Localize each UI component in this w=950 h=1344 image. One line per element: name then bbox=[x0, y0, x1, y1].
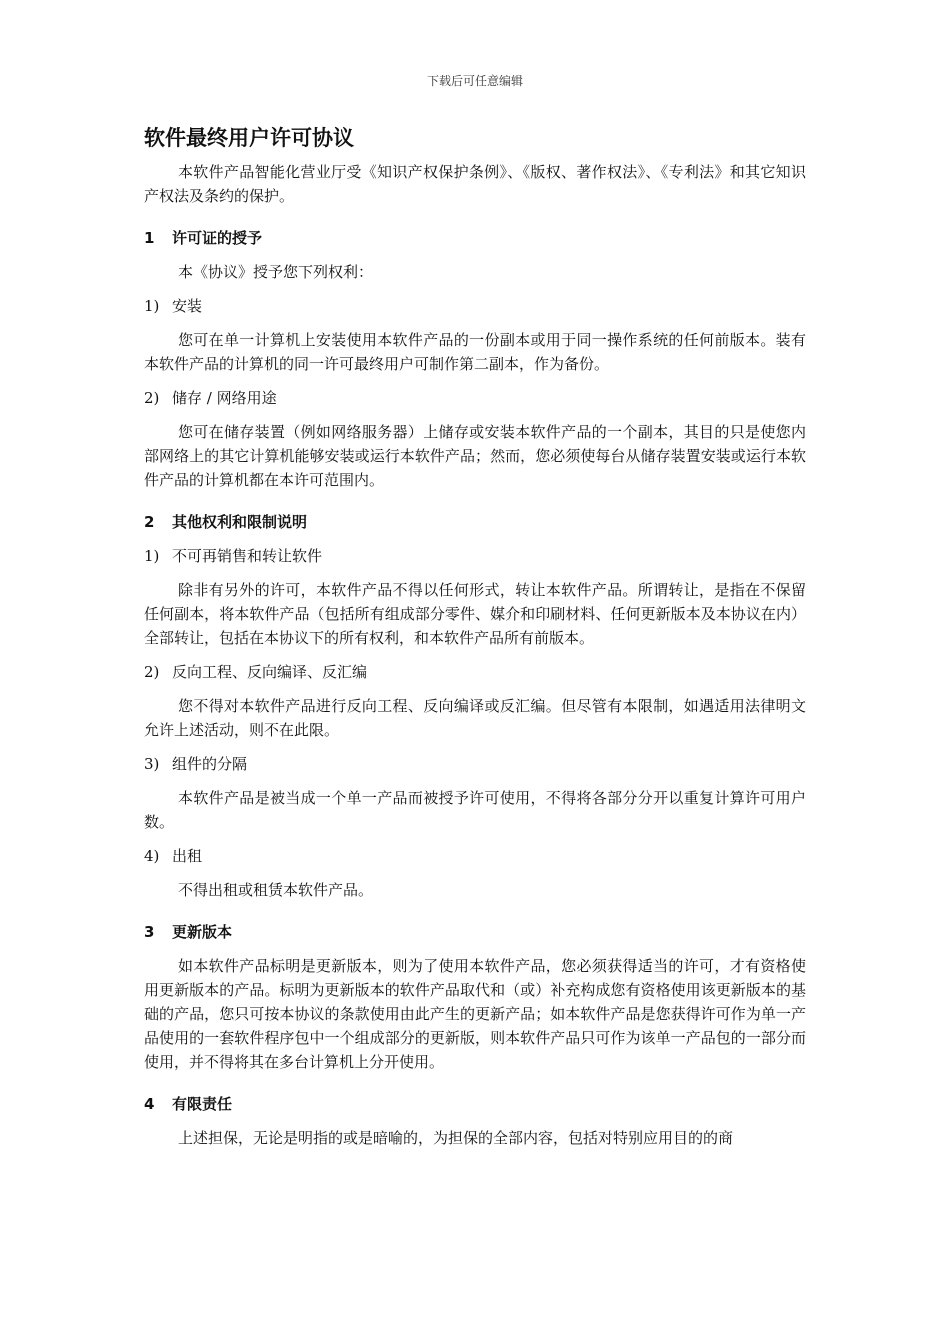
list-item-heading bbox=[144, 544, 806, 568]
section-number: 1 bbox=[144, 229, 155, 247]
item-number: 1) bbox=[144, 297, 160, 315]
item-number: 1) bbox=[144, 547, 160, 565]
item-paragraph: 本软件产品是被当成一个单一产品而被授予许可使用，不得将各部分分开以重复计算许可用户数。 bbox=[144, 789, 806, 831]
item-number: 2) bbox=[144, 389, 160, 407]
item-title: 组件的分隔 bbox=[172, 755, 248, 773]
section-heading-1 bbox=[144, 226, 806, 250]
page-header: 下载后可任意编辑 bbox=[426, 74, 523, 88]
section-heading-3 bbox=[144, 920, 806, 944]
item-title: 储存 / 网络用途 bbox=[172, 389, 277, 407]
list-item-heading bbox=[144, 294, 806, 318]
item-number: 4) bbox=[144, 847, 160, 865]
section-lead: 本《协议》授予您下列权利： bbox=[178, 263, 374, 281]
section-number: 3 bbox=[144, 923, 155, 941]
item-paragraph: 您可在储存装置（例如网络服务器）上储存或安装本软件产品的一个副本，其目的只是使您内部网络上的其它计算机能够安装或运行本软件产品；然而，您必须使每台从储存装置安装或运行本软件产品的计算机都在本许可范围内。 bbox=[144, 423, 806, 489]
section-title: 有限责任 bbox=[172, 1095, 233, 1113]
list-item-heading bbox=[144, 752, 806, 776]
item-paragraph: 除非有另外的许可，本软件产品不得以任何形式，转让本软件产品。所谓转让，是指在不保留任何副本，将本软件产品（包括所有组成部分零件、媒介和印刷材料、任何更新版本及本协议在内）全部转让，包括在本协议下的所有权利，和本软件产品所有前版本。 bbox=[144, 581, 806, 647]
section-number: 4 bbox=[144, 1095, 155, 1113]
document-body bbox=[144, 122, 806, 1160]
section-paragraph: 如本软件产品标明是更新版本，则为了使用本软件产品，您必须获得适当的许可，才有资格使用更新版本的产品。标明为更新版本的软件产品取代和（或）补充构成您有资格使用该更新版本的基础的产品，您只可按本协议的条款使用由此产生的更新产品；如本软件产品是您获得许可作为单一产品使用的一套软件程序包中一个组成部分的更新版，则本软件产品只可作为该单一产品包的一部分而使用，并不得将其在多台计算机上分开使用。 bbox=[144, 957, 806, 1071]
section-heading-2 bbox=[144, 510, 806, 534]
document-title: 软件最终用户许可协议 bbox=[144, 126, 354, 150]
item-title: 出租 bbox=[172, 847, 203, 865]
item-title: 不可再销售和转让软件 bbox=[172, 547, 323, 565]
item-paragraph: 您可在单一计算机上安装使用本软件产品的一份副本或用于同一操作系统的任何前版本。装有本软件产品的计算机的同一许可最终用户可制作第二副本，作为备份。 bbox=[144, 331, 806, 373]
list-item-heading bbox=[144, 386, 806, 410]
item-paragraph: 您不得对本软件产品进行反向工程、反向编译或反汇编。但尽管有本限制，如遇适用法律明文允许上述活动，则不在此限。 bbox=[144, 697, 806, 739]
item-title: 反向工程、反向编译、反汇编 bbox=[172, 663, 368, 681]
list-item-heading bbox=[144, 660, 806, 684]
section-paragraph: 上述担保，无论是明指的或是暗喻的，为担保的全部内容，包括对特别应用目的的商 bbox=[178, 1129, 734, 1147]
list-item-heading bbox=[144, 844, 806, 868]
item-title: 安装 bbox=[172, 297, 203, 315]
section-title: 更新版本 bbox=[172, 923, 233, 941]
intro-paragraph: 本软件产品智能化营业厅受《知识产权保护条例》、《版权、著作权法》、《专利法》和其它知识产权法及条约的保护。 bbox=[144, 163, 806, 205]
section-title: 其他权利和限制说明 bbox=[172, 513, 308, 531]
item-paragraph: 不得出租或租赁本软件产品。 bbox=[178, 881, 374, 899]
section-heading-4 bbox=[144, 1092, 806, 1116]
section-number: 2 bbox=[144, 513, 155, 531]
item-number: 2) bbox=[144, 663, 160, 681]
section-title: 许可证的授予 bbox=[172, 229, 263, 247]
item-number: 3) bbox=[144, 755, 160, 773]
